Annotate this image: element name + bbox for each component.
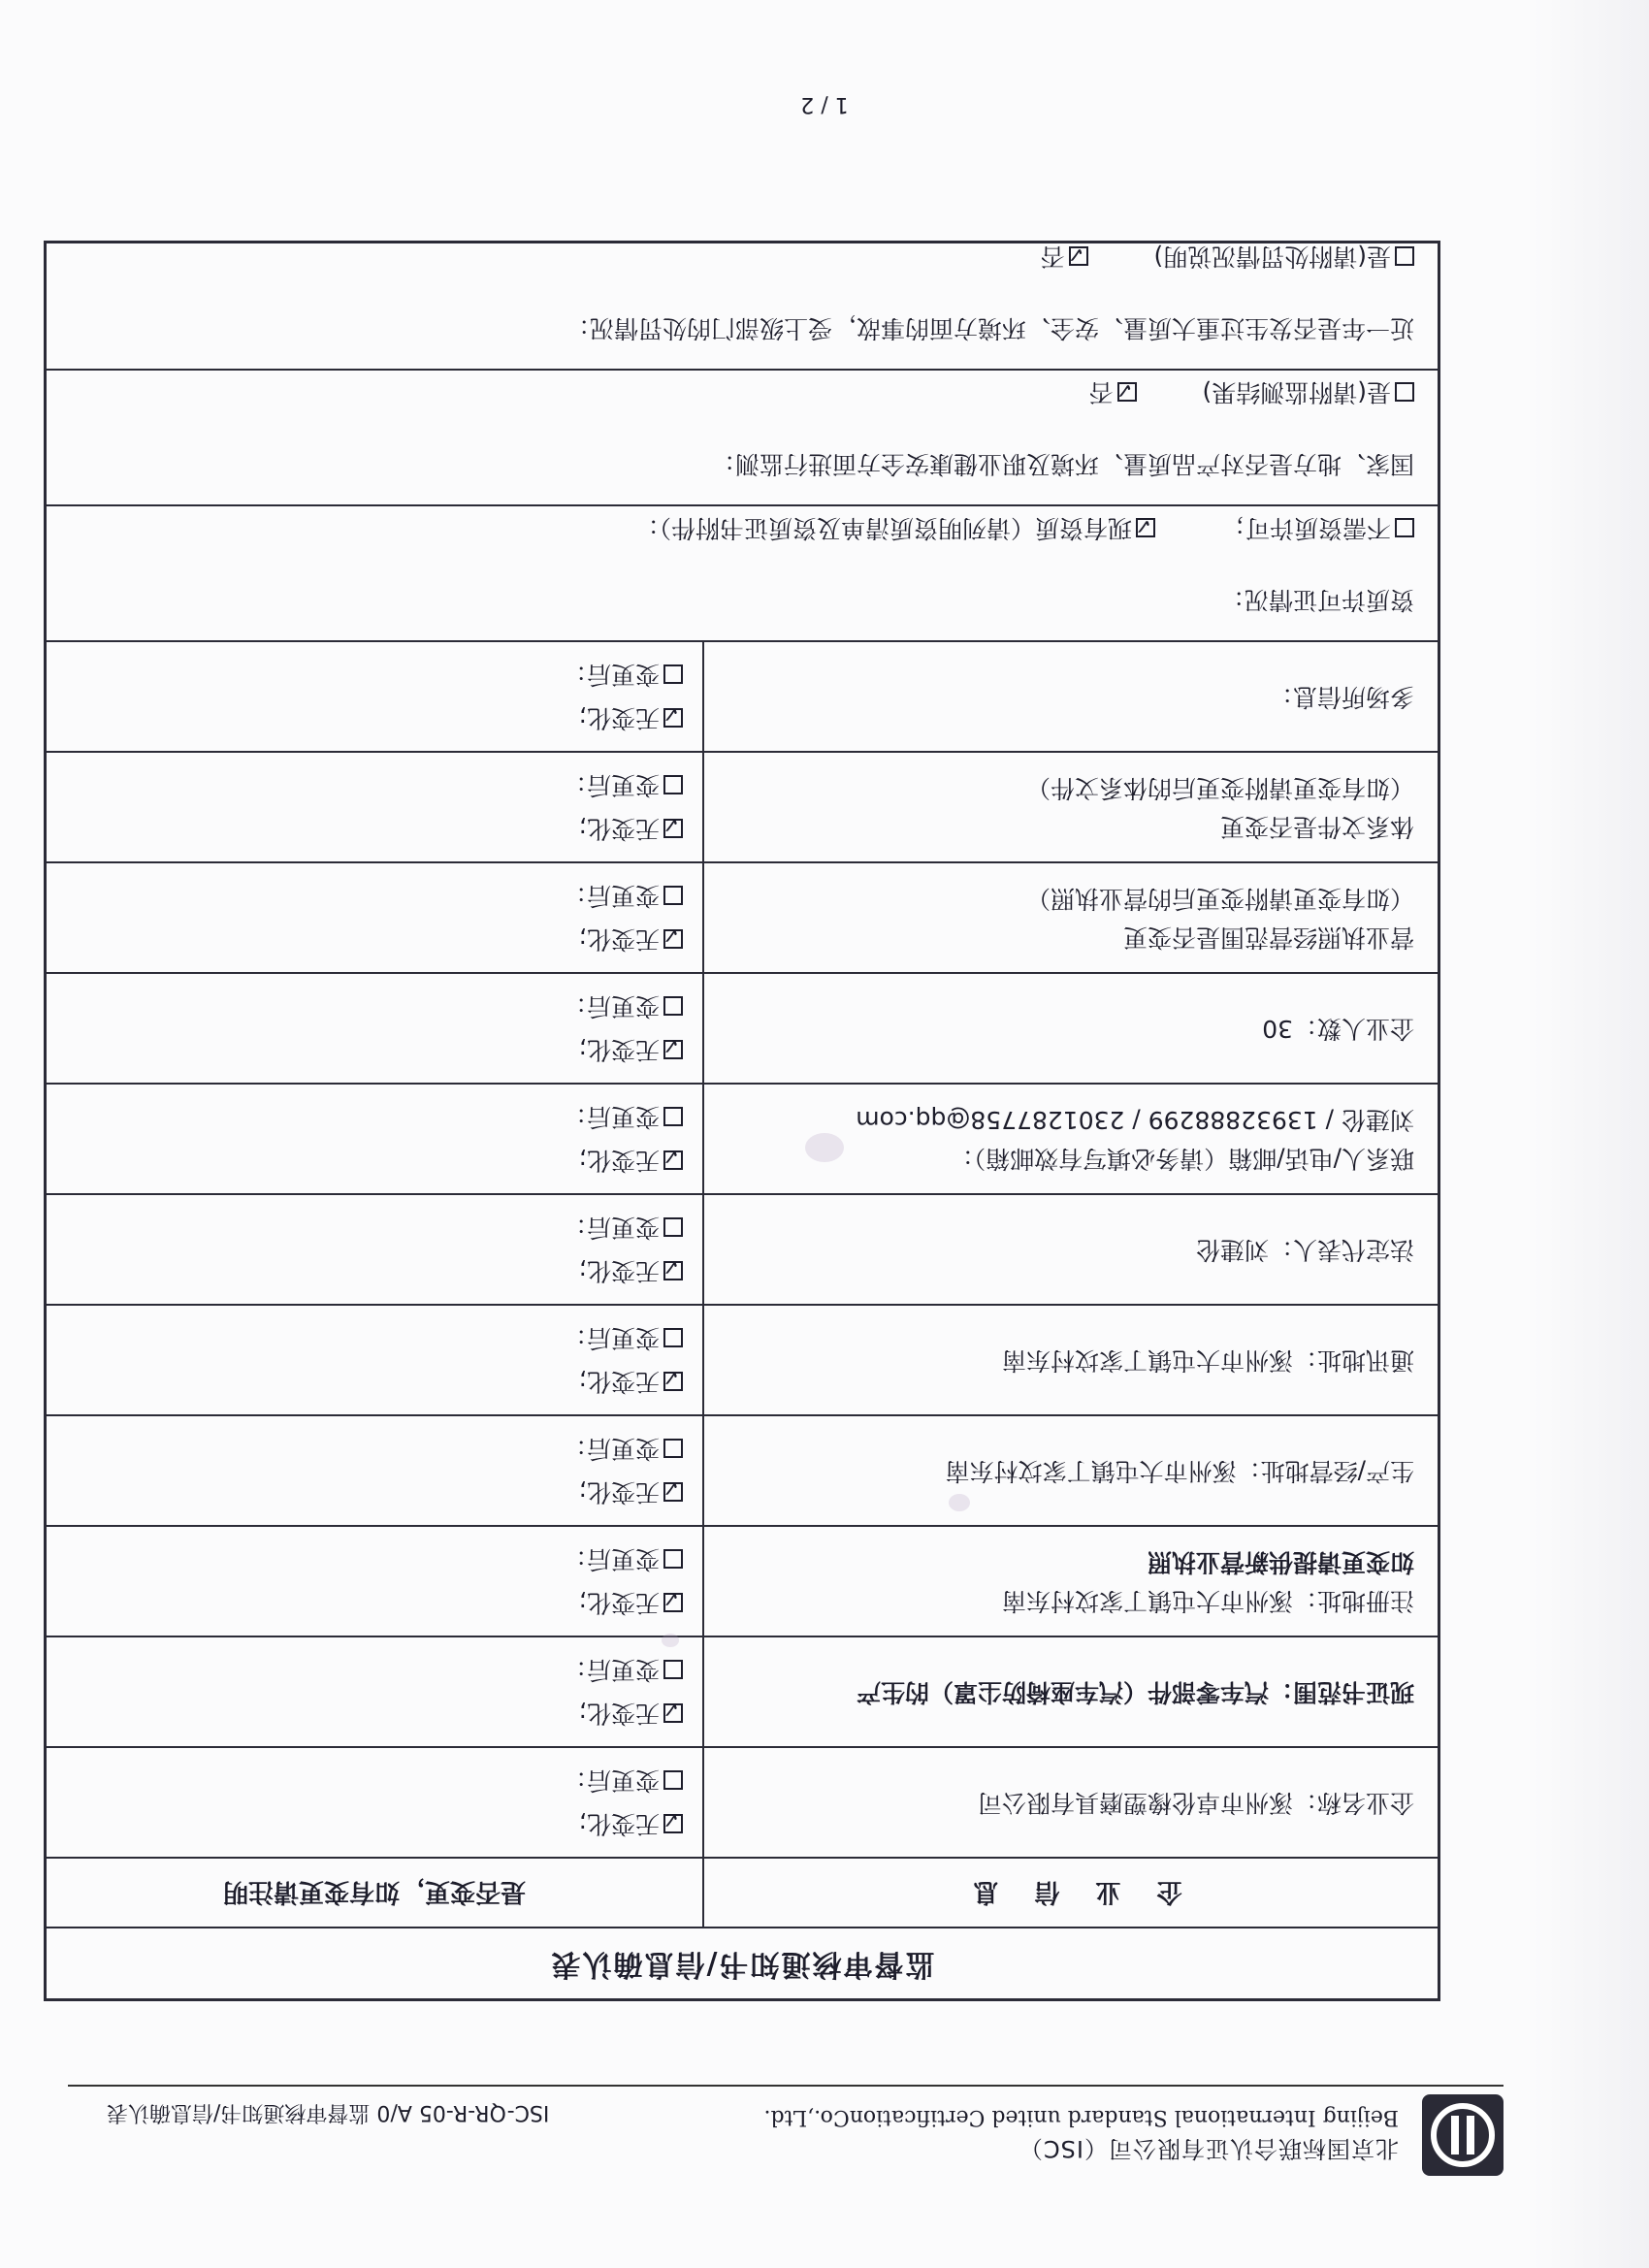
info-label [702,642,1438,751]
info-label-line: 注册地址：涿州市大屯镇丁家坟村东南 [1001,1587,1414,1615]
info-label-line: （如有变更请附变更后的营业执照） [1025,885,1414,913]
checkbox-checked-icon [663,1814,683,1833]
info-label-line: 刘建伦 / 13932888299 / 2301287758@qq.com [856,1106,1414,1134]
info-row [47,640,1438,751]
checkbox-icon [663,1328,683,1347]
checkbox-checked-icon [663,1482,683,1502]
checkbox-icon [663,1107,683,1126]
letterhead [68,2059,1504,2176]
checkbox-icon [663,1660,683,1679]
checkbox-icon [663,775,683,794]
no-change-checkbox[interactable]: ✓无变化; [563,1360,683,1404]
scan-smudge [949,1494,970,1511]
info-row [47,1746,1438,1857]
info-label-line: 通讯地址：涿州市大屯镇丁家坟村东南 [1001,1346,1414,1375]
scan-shadow-edge [1533,0,1649,2268]
checkbox-checked-icon [1117,382,1137,402]
info-row [47,1525,1438,1636]
change-options [563,1195,683,1304]
change-options [563,642,683,751]
confirmation-table [44,241,1440,2001]
info-label-line: 营业执照经营范围是否变更 [1122,923,1414,952]
no-change-checkbox[interactable]: ✓无变化; [563,1802,683,1846]
checkbox-checked-icon [663,708,683,728]
change-options [563,1637,683,1746]
info-label-line: 体系文件是否变更 [1219,813,1414,841]
column-header-info: 企 业 信 息 [702,1857,1438,1927]
document-title: 监督审核通知书/信息确认表 [47,1927,1438,1998]
info-row [47,1193,1438,1304]
info-row [47,861,1438,972]
option-accident-yes[interactable]: 是(请附处罚情况说明) [1153,237,1414,275]
page-number: 1 / 2 [800,92,849,116]
checkbox-checked-icon [1069,246,1088,266]
scan-smudge [805,1133,844,1162]
change-options [563,753,683,861]
info-label [702,753,1438,861]
changed-checkbox[interactable]: 变更后： [563,1316,683,1360]
changed-checkbox[interactable]: 变更后： [563,653,683,697]
checkbox-checked-icon [663,1593,683,1612]
isc-logo-icon [1422,2094,1504,2176]
info-label-line: 企业名称：涿州市卓伦橡塑磨具有限公司 [977,1789,1414,1817]
accident-section [47,243,1438,369]
checkbox-icon [663,1439,683,1458]
checkbox-icon [663,996,683,1016]
no-change-checkbox[interactable]: ✓无变化; [563,1249,683,1293]
checkbox-checked-icon [663,1261,683,1280]
info-row [47,1304,1438,1414]
info-row [47,972,1438,1083]
changed-checkbox[interactable]: 变更后： [563,985,683,1028]
scan-smudge [662,1634,679,1647]
info-label [702,1306,1438,1414]
info-label [702,863,1438,972]
info-label [702,974,1438,1083]
checkbox-icon [1395,382,1414,402]
changed-checkbox[interactable]: 变更后： [563,1538,683,1581]
info-row [47,1636,1438,1746]
monitoring-section [47,369,1438,504]
checkbox-icon [1395,518,1414,537]
checkbox-icon [663,886,683,905]
checkbox-checked-icon [663,1150,683,1170]
info-label [702,1527,1438,1636]
info-label-line: 如变更请提供新营业执照 [1147,1548,1414,1576]
no-change-checkbox[interactable]: ✓无变化; [563,1581,683,1625]
option-monitoring-no[interactable]: ✓否 [1089,373,1137,411]
accident-question: 近一年是否发生过重大质量、安全、环境方面的事故，受上级部门的处罚情况： [565,314,1414,342]
info-label [702,1637,1438,1746]
checkbox-checked-icon [663,1040,683,1059]
info-row [47,751,1438,861]
checkbox-icon [663,664,683,684]
checkbox-checked-icon [1136,518,1155,537]
option-monitoring-yes[interactable]: 是(请附监测结果) [1202,373,1414,411]
info-label [702,1195,1438,1304]
checkbox-icon [1395,246,1414,266]
checkbox-icon [663,1217,683,1237]
no-change-checkbox[interactable]: ✓无变化; [563,1692,683,1735]
no-change-checkbox[interactable]: ✓无变化; [563,1028,683,1072]
company-name-en: Beijing International Standard united CertificationCo.,Ltd. [763,2105,1399,2129]
checkbox-checked-icon [663,1703,683,1723]
monitoring-question: 国家、地方是否对产品质量、环境及职业健康安全方面进行监测： [710,450,1414,478]
changed-checkbox[interactable]: 变更后： [563,874,683,918]
form-code: ISC-QR-R-05 A/0 监督审核通知书/信息确认表 [107,2100,550,2124]
changed-checkbox[interactable]: 变更后： [563,1427,683,1471]
info-label-line: 联系人/电话/邮箱（请务必填写有效邮箱）： [949,1145,1414,1173]
info-row [47,1083,1438,1193]
changed-checkbox[interactable]: 变更后： [563,1759,683,1802]
option-current-license[interactable]: ✓现有资质（请列明资质清单及资质证书附件）： [635,508,1156,547]
no-change-checkbox[interactable]: ✓无变化; [563,807,683,851]
company-name-cn: 北京国标联合认证有限公司（ISC） [1018,2135,1399,2162]
info-label [702,1748,1438,1857]
changed-checkbox[interactable]: 变更后： [563,763,683,807]
info-label-line: 现证书范围：汽车零部件（汽车座椅防尘罩）的生产 [856,1678,1414,1706]
checkbox-icon [663,1549,683,1569]
header-divider [68,2085,1504,2087]
checkbox-checked-icon [663,1372,683,1391]
no-change-checkbox[interactable]: ✓无变化; [563,918,683,961]
checkbox-checked-icon [663,819,683,838]
change-options [563,1527,683,1636]
no-change-checkbox[interactable]: ✓无变化; [563,1139,683,1183]
info-row [47,1414,1438,1525]
changed-checkbox[interactable]: 变更后： [563,1648,683,1692]
column-header-change: 是否变更，如有变更请注明 [47,1857,702,1927]
change-options [563,863,683,972]
info-label-line: （如有变更请附变更后的体系文件） [1025,774,1414,802]
checkbox-icon [663,1770,683,1790]
info-label-line: 企业人数：30 [1262,1015,1414,1043]
changed-checkbox[interactable]: 变更后： [563,1206,683,1249]
info-label-line: 生产/经营地址：涿州市大屯镇丁家坟村东南 [945,1457,1414,1485]
change-options [563,1085,683,1193]
change-options [563,1416,683,1525]
no-change-checkbox[interactable]: ✓无变化; [563,697,683,740]
option-accident-no[interactable]: ✓否 [1041,237,1088,275]
info-label-line: 法定代表人：刘建伦 [1195,1236,1414,1264]
qualification-section [47,504,1438,640]
option-no-license[interactable]: 不需资质许可； [1221,508,1414,547]
info-label [702,1416,1438,1525]
change-options [563,974,683,1083]
checkbox-checked-icon [663,929,683,949]
qualification-question: 资质许可证情况： [1219,586,1414,614]
change-options [563,1306,683,1414]
no-change-checkbox[interactable]: ✓无变化; [563,1471,683,1514]
changed-checkbox[interactable]: 变更后： [563,1095,683,1139]
change-options [563,1748,683,1857]
info-label-line: 多场所信息： [1268,683,1414,711]
